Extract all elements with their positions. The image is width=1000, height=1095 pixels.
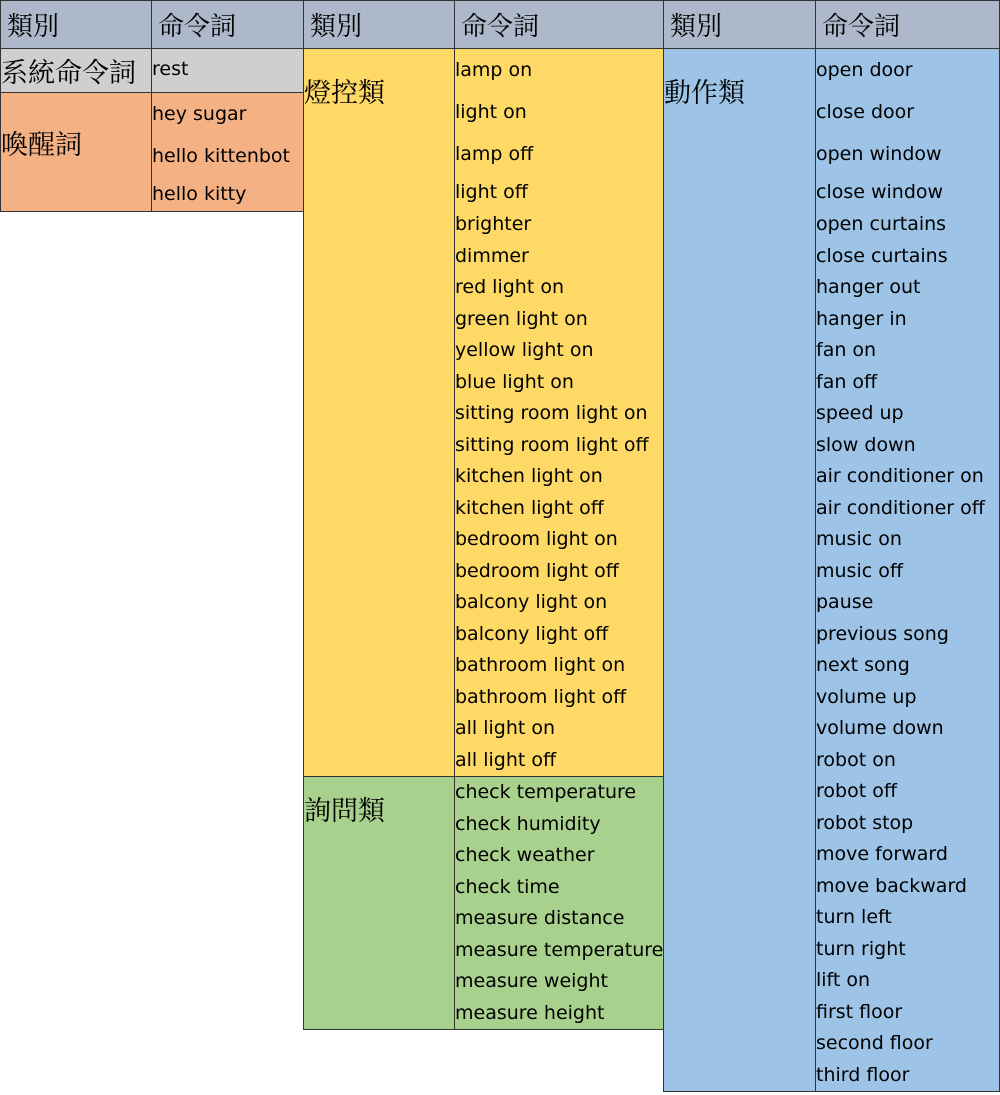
- command-item: dimmer: [455, 244, 529, 267]
- command-item: check weather: [455, 844, 595, 866]
- command-item: red light on: [455, 276, 564, 298]
- action-table: [663, 0, 1000, 1092]
- light-row: [304, 49, 665, 777]
- query-category: 詢問類: [304, 777, 455, 1030]
- command-item: blue light on: [455, 370, 574, 393]
- light-category: 燈控類: [304, 49, 455, 777]
- command-item: measure weight: [455, 970, 608, 992]
- command-item: light off: [455, 181, 528, 203]
- command-item: brighter: [455, 213, 532, 235]
- command-item: robot stop: [816, 811, 914, 834]
- command-item: pause: [816, 591, 874, 613]
- command-item: first floor: [816, 1000, 903, 1023]
- command-item: open window: [816, 143, 942, 165]
- command-item: move backward: [816, 874, 967, 897]
- command-item: light on: [455, 101, 527, 123]
- command-item: close curtains: [816, 244, 948, 267]
- command-item: close door: [816, 101, 915, 123]
- command-item: hello kittenbot: [152, 145, 291, 167]
- command-item: previous song: [816, 622, 949, 645]
- command-item: lift on: [816, 969, 871, 991]
- command-item: open door: [816, 59, 913, 81]
- command-item: balcony light off: [455, 622, 609, 645]
- command-item: turn right: [816, 937, 906, 960]
- command-item: fan on: [816, 339, 877, 361]
- command-item: hanger out: [816, 276, 921, 298]
- system-commands: [152, 49, 304, 93]
- command-item: kitchen light off: [455, 496, 604, 519]
- header-command: 命令詞: [816, 1, 1000, 49]
- command-item: kitchen light on: [455, 465, 603, 487]
- command-item: robot on: [816, 748, 896, 771]
- header-category: 類別: [304, 1, 455, 49]
- command-item: measure temperature: [455, 938, 664, 961]
- wake-category: 喚醒詞: [1, 93, 152, 212]
- command-item: close window: [816, 181, 944, 203]
- command-item: music on: [816, 528, 902, 550]
- command-item: next song: [816, 654, 910, 676]
- table-header-row: [1, 1, 304, 49]
- light-query-table: [303, 0, 665, 1030]
- command-item: check humidity: [455, 812, 601, 835]
- command-item: speed up: [816, 402, 904, 424]
- command-item: green light on: [455, 307, 588, 330]
- command-item: bedroom light on: [455, 528, 618, 550]
- command-item: rest: [152, 58, 189, 80]
- command-item: sitting room light off: [455, 433, 649, 456]
- command-item: air conditioner on: [816, 465, 984, 487]
- command-item: turn left: [816, 906, 892, 928]
- command-item: bedroom light off: [455, 559, 619, 582]
- command-item: third floor: [816, 1063, 910, 1086]
- system-category: 系統命令詞: [1, 49, 152, 93]
- command-item: volume up: [816, 685, 917, 708]
- action-category: 動作類: [664, 49, 816, 1092]
- command-item: lamp on: [455, 59, 533, 81]
- command-item: all light off: [455, 748, 557, 771]
- command-item: fan off: [816, 370, 878, 393]
- command-item: bathroom light on: [455, 654, 626, 676]
- command-item: open curtains: [816, 213, 947, 235]
- command-item: all light on: [455, 717, 556, 739]
- command-item: air conditioner off: [816, 496, 985, 519]
- command-item: robot off: [816, 780, 897, 802]
- command-item: bathroom light off: [455, 685, 627, 708]
- command-item: balcony light on: [455, 591, 608, 613]
- command-item: measure height: [455, 1001, 605, 1024]
- action-commands: [816, 49, 1000, 1092]
- wake-row: [1, 93, 304, 212]
- query-row: [304, 777, 665, 1030]
- system-row: [1, 49, 304, 93]
- command-item: hanger in: [816, 307, 907, 330]
- command-item: check temperature: [455, 781, 637, 803]
- system-wake-table: [0, 0, 304, 212]
- header-category: 類別: [1, 1, 152, 49]
- table-header-row: [304, 1, 665, 49]
- header-command: 命令詞: [455, 1, 665, 49]
- command-item: move forward: [816, 843, 948, 865]
- command-item: music off: [816, 559, 903, 582]
- action-row: [664, 49, 1000, 1092]
- command-item: measure distance: [455, 907, 625, 929]
- wake-commands: [152, 93, 304, 212]
- query-commands: [455, 777, 665, 1030]
- command-item: check time: [455, 875, 560, 898]
- header-category: 類別: [664, 1, 816, 49]
- command-item: yellow light on: [455, 339, 594, 361]
- command-item: lamp off: [455, 143, 534, 165]
- command-item: hey sugar: [152, 103, 247, 125]
- command-item: sitting room light on: [455, 402, 648, 424]
- header-command: 命令詞: [152, 1, 304, 49]
- command-item: hello kitty: [152, 183, 247, 205]
- command-item: volume down: [816, 717, 944, 739]
- command-item: slow down: [816, 433, 916, 456]
- command-item: second floor: [816, 1032, 933, 1054]
- table-header-row: [664, 1, 1000, 49]
- light-commands: [455, 49, 665, 777]
